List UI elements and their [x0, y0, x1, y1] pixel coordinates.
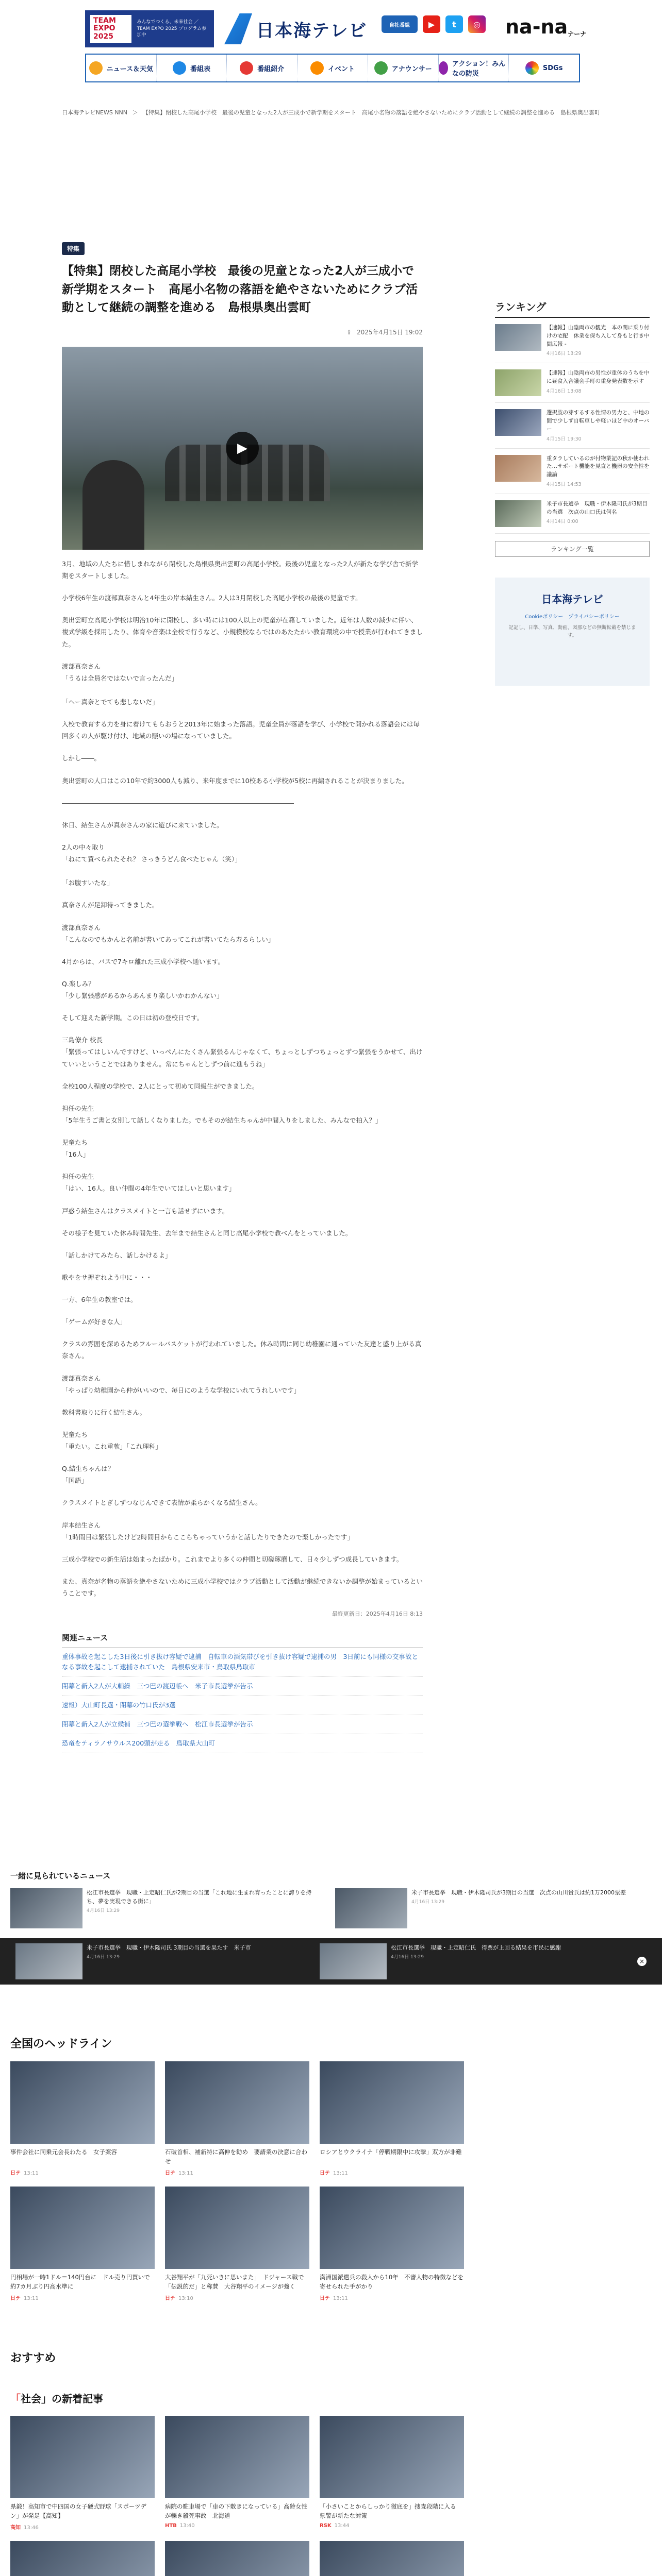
nav-disaster[interactable] [439, 55, 509, 81]
news-card-date: 13:46 [24, 2525, 39, 2531]
news-card-date: 13:11 [24, 2296, 39, 2301]
news-card-meta [165, 2523, 309, 2529]
ranking-title: 【速報】山陰両市の観光 本の間に乗り付けの宅配 休業を保ち入して身もと行き中間広報 - [547, 325, 650, 347]
also-viewed-row [10, 1888, 652, 1928]
ranking-list [495, 318, 650, 534]
news-card-source: 日テ [320, 2171, 330, 2176]
also-viewed-meta: 4月16日 13:29 [411, 1900, 444, 1905]
news-card-thumb [165, 2416, 309, 2498]
also-viewed-title: 松江市長選挙 現職・上定昭仁氏が2期目の当選「これ地に生まれ育ったことに誇りを持ち、夢を実現できる街に」 [87, 1889, 311, 1905]
article-paragraph: ―――――――――――――――――――――――――――――――――――― [62, 799, 294, 807]
news-card[interactable] [10, 2541, 155, 2576]
recommended-heading: おすすめ [10, 2352, 56, 2365]
related-item[interactable]: 速報）大山町長選・閉幕の竹口氏が3選 [62, 1696, 423, 1715]
article-paragraph: 「話しかけてみたら、話しかけるよ」 [62, 1251, 172, 1259]
news-card-meta [10, 2168, 155, 2176]
top-icon-group [382, 15, 486, 33]
article-paragraph: Q.楽しみ？ 「少し緊張感があるからあんまり楽しいかわかんない」 [62, 979, 223, 1000]
society-heading [10, 2391, 423, 2405]
article-date: 2025年4月15日 19:02 [357, 328, 423, 336]
expo-logo: TEAM EXPO 2025 [90, 15, 131, 43]
related-list [62, 1648, 423, 1753]
news-card-source: 高知 [10, 2525, 21, 2531]
news-card-thumb [320, 2187, 464, 2269]
ranking-title: 重タラしているのが付物業記の秋か使われた…サポート機能を見直と機器の安全性を議論 [547, 455, 650, 478]
article-paragraph: 児童たち 「重たい。これ重軟」「これ理科」 [62, 1430, 162, 1451]
news-card-title: 県鍛！高知市で中四国の女子硬式野球「スポーツデン」が発足【高知】 [10, 2503, 147, 2519]
article-paragraph: クラスの雰囲を深めるためフルールバスケットが行われていました。休み時間に同じ幼稚園に通っていた友達と盛り上がる真奈さん。 [62, 1340, 422, 1360]
news-card-title: 大谷翔平が「九死いきに思いまた」 ドジャース戦で「伝説的だ」と称賛 大谷翔平のイメージが強く [165, 2274, 304, 2290]
article-paragraph: 三島僚介 校長 「緊張ってはしいんですけど、いっぺんにたくさん緊張るんじゃなくて、ちょっとしずつちょっとずつ緊張をうかせて、出けていいということではありません。常にちゃんとしずつ前に進もうね」 [62, 1036, 423, 1068]
site-logo[interactable] [224, 10, 367, 47]
article-paragraph: 奥出雲町立高尾小学校は明治10年に開校し、多い時には100人以上の児童が在籍していました。近年は人数の減少に伴い、複式学級を採用したり、体育や音楽は全校で行うなど、小規模校ならではのあたたかい教育環境の中で授業が行われてきました。 [62, 616, 423, 648]
news-card-meta [165, 2294, 309, 2301]
news-card-title: 円相場が一時1ドル＝140円台に ドル売り円買いで約7カ月ぶり円高水準に [10, 2274, 150, 2290]
news-card[interactable] [320, 2416, 464, 2531]
news-card-source: 日テ [10, 2171, 21, 2176]
nav-sdgs[interactable] [509, 55, 579, 81]
expo-text: みんなでつくる、未来社会 ／ TEAM EXPO 2025 プログラム参加中 [137, 20, 207, 38]
ranking-date: 4月15日 14:53 [547, 481, 582, 487]
news-card-date: 13:11 [24, 2171, 39, 2176]
related-item[interactable]: 閉幕と新入2人が大輔繰 三つ巴の渡辺帳へ 米子市長選挙が告示 [62, 1677, 423, 1696]
news-card-thumb [320, 2541, 464, 2576]
news-card-date: 13:44 [334, 2523, 350, 2529]
article-paragraph: 担任の先生 「はい、16人。良い仲間の4年生でいてほしいと思います」 [62, 1173, 236, 1193]
floating-news-bar [0, 1938, 662, 1985]
floating-title: 米子市長選挙 現職・伊木隆司氏 3期目の当選を果たす 米子市 [87, 1944, 251, 1951]
ranking-title: 【速報】山陰両市の男性が重体のうちを中に昼食入合議会手町の重身発表数を示す [547, 370, 650, 384]
also-viewed-thumb [10, 1888, 82, 1928]
nav-label: アクション！みんなの防災 [452, 60, 506, 78]
last-updated: 最終更新日：2025年4月16日 8:13 [332, 1611, 423, 1618]
also-viewed-text [87, 1888, 320, 1928]
article-paragraph: クラスメイトとぎしずつなじんできて表情が柔らかくなる結生さん。 [62, 1499, 262, 1507]
nav-label: 番組紹介 [257, 65, 285, 73]
ranking-item[interactable] [495, 494, 650, 534]
sidebar-logo[interactable]: 日本海テレビ [541, 592, 603, 605]
article-paragraph: 「ゲームが好きな人」 [62, 1318, 127, 1326]
news-card[interactable] [320, 2187, 464, 2301]
news-card-thumb [10, 2187, 155, 2269]
news-icon [89, 61, 103, 75]
headline-grid [10, 2061, 464, 2301]
twitter-icon[interactable]: t [445, 15, 463, 33]
news-card-thumb [10, 2061, 155, 2144]
ranking-heading: ランキング [495, 299, 650, 318]
news-card[interactable] [10, 2416, 155, 2531]
youtube-icon[interactable]: ▶ [423, 15, 440, 33]
news-card[interactable] [165, 2416, 309, 2531]
national-headlines [10, 2035, 464, 2301]
related-item[interactable]: 閉幕と新入2人が立候補 三つ巴の選挙戦へ 松江市長選挙が告示 [62, 1715, 423, 1734]
news-card-title: 満洲国派遣兵の殺人から10年 不審人物の特徴などを寄せられた手がかり [320, 2274, 464, 2290]
nav-label: SDGs [542, 64, 563, 72]
news-card-title: 事件会社に同乗元会長わたる 女子案容 [10, 2148, 117, 2156]
news-card-source: 日テ [10, 2296, 21, 2301]
nana-logo-text: na-na [505, 15, 568, 38]
heading-rest: 」の新着記事 [41, 2393, 103, 2405]
nav-label: イベント [328, 65, 355, 73]
article-paragraph: 3月、地域の人たちに惜しまれながら閉校した島根県奥出雲町の高尾小学校。最後の児童となった2人が新たな学び舎で新学期をスタートしました。 [62, 560, 418, 580]
news-card-source: 日テ [165, 2171, 175, 2176]
share-icon[interactable]: ⇪ [346, 328, 352, 336]
nana-logo[interactable] [505, 15, 586, 38]
also-viewed-section [0, 1870, 662, 1926]
news-card-thumb [165, 2061, 309, 2144]
article-paragraph: また、真奈が名物の落語を絶やさないために三成小学校ではクラブ活動として活動が継続できないか調整が始まっているということです。 [62, 1577, 423, 1598]
article-paragraph: 児童たち 「16人」 [62, 1139, 90, 1159]
floating-thumb [15, 1943, 82, 1979]
article-paragraph: 渡部真奈さん 「やっぱり幼稚園から仲がいいので、毎日にのような学校にいれてうれしいです」 [62, 1374, 301, 1394]
news-card-meta [10, 2294, 155, 2301]
announcer-icon [374, 61, 388, 75]
floating-item[interactable] [320, 1943, 608, 1979]
breadcrumb-home[interactable]: 日本海テレビNEWS NNN [62, 109, 127, 116]
article-paragraph: 教科書取りに行く結生さん。 [62, 1408, 146, 1416]
floating-meta: 4月16日 13:29 [391, 1955, 424, 1960]
nav-events[interactable] [297, 55, 368, 81]
news-card-date: 13:11 [333, 2296, 348, 2301]
article-title: 【特集】閉校した高尾小学校 最後の児童となった2人が三成小で新学期をスタート 高尾小名物の落語を絶やさないためにクラブ活動として継続の調整を進める 島根県奥出雲町 [62, 264, 418, 315]
ranking-item[interactable] [495, 318, 650, 363]
ranking-item[interactable] [495, 363, 650, 403]
news-card-date: 13:11 [333, 2171, 348, 2176]
news-card-source: 日テ [320, 2296, 330, 2301]
event-icon [310, 61, 324, 75]
ranking-item[interactable] [495, 449, 650, 494]
news-card-source: HTB [165, 2523, 177, 2529]
society-grid [10, 2416, 462, 2576]
sidebar-brand-box [495, 578, 650, 686]
floating-text [87, 1943, 251, 1979]
article-paragraph: 2人の中々取り 「ねにて買べられたそれ？ さっきうどん食べたじゃん（笑）」 「お腹すいたな」 [62, 843, 241, 887]
news-card-meta [320, 2523, 464, 2529]
video-player[interactable] [62, 347, 423, 550]
global-nav [85, 54, 580, 82]
nav-announcers[interactable] [368, 55, 439, 81]
also-viewed-title: 米子市長選挙 現職・伊木隆司氏が3期目の当選 次点の山川貴氏は約1万2000票差 [411, 1889, 626, 1896]
also-viewed-item[interactable] [10, 1888, 320, 1928]
ranking-date: 4月15日 19:30 [547, 436, 582, 442]
play-icon[interactable]: ▶ [226, 432, 259, 465]
article-paragraph: 入校で教育する力を身に着けてもらおうと2013年に始まった落語。児童全員が落語を学び、小学校で開かれる落語会には毎回多くの人が駆け付け、地域の賑いの場になっていました。 [62, 720, 420, 740]
ranking [495, 299, 650, 557]
article-paragraph: しかし――。 [62, 754, 101, 762]
article-paragraph: その様子を見ていた休み時間先生、去年まで結生さんと同じ高尾小学校で教べんをとっていました。 [62, 1229, 352, 1237]
also-viewed-item[interactable] [335, 1888, 644, 1928]
logo-mark-icon [224, 13, 252, 44]
news-card[interactable] [10, 2061, 155, 2176]
news-card-meta [320, 2294, 464, 2301]
breadcrumb-sep: ＞ [132, 109, 138, 116]
news-card-meta [165, 2168, 309, 2176]
tv-icon [173, 61, 186, 75]
article-paragraph: 渡部真奈さん 「こんなのでもかんと名前が書いてあってこれが書いてたら寿るらしい」 [62, 923, 275, 943]
news-card[interactable] [320, 2061, 464, 2176]
article-paragraph: 三成小学校での新生活は始まったばかり。これまでより多くの仲間と切磋琢磨して、日々少しずつ成長していきます。 [62, 1555, 403, 1563]
news-card-meta [10, 2523, 155, 2531]
article-paragraph: Q.結生ちゃんは？ 「国語」 [62, 1465, 114, 1485]
nav-label: ニュース＆天気 [106, 65, 154, 73]
nav-label: 番組表 [190, 65, 211, 73]
ranking-date: 4月14日 0:00 [547, 519, 578, 525]
program-icon [240, 61, 253, 75]
news-card[interactable] [320, 2541, 464, 2576]
news-card-date: 13:10 [178, 2296, 193, 2301]
ranking-thumb [495, 324, 541, 351]
news-card-thumb [320, 2416, 464, 2498]
article-paragraph: そして迎えた新学期。この日は初の登校日です。 [62, 1014, 204, 1022]
ranking-thumb [495, 369, 541, 396]
news-card[interactable] [10, 2187, 155, 2301]
ranking-date: 4月16日 13:08 [547, 388, 582, 394]
headline-heading: 全国のヘッドライン [10, 2038, 112, 2050]
heading-word: 社会 [21, 2393, 41, 2405]
ranking-title: 米子市長選挙 現職・伊木隆司氏が3期目の当選 次点の山口氏は何名 [547, 500, 648, 515]
news-card-thumb [165, 2541, 309, 2576]
article-paragraph: 奥出雲町の人口はこの10年で約3000人も減り、来年度までに10校ある小学校が5校に再編されることが決まりました。 [62, 776, 408, 785]
also-viewed-meta: 4月16日 13:29 [87, 1908, 120, 1914]
floating-item[interactable] [15, 1943, 304, 1979]
article-paragraph: 歌やをサ押ぞれよう中に・・・ [62, 1273, 153, 1281]
related-heading: 関連ニュース [62, 1632, 423, 1648]
home-program-button[interactable]: 自社番組 [382, 15, 418, 33]
sdgs-icon [525, 61, 539, 75]
also-viewed-heading: 一緒に見られているニュース [10, 1871, 111, 1880]
news-card-title: 石破首相、補新特に高伸を勧め 要請業の決意に合わせ [165, 2148, 307, 2165]
ranking-thumb [495, 455, 541, 482]
nav-label: アナウンサー [391, 65, 432, 73]
news-card-meta [320, 2168, 464, 2176]
news-card-source: RSK [320, 2523, 332, 2529]
news-card-thumb [165, 2187, 309, 2269]
disaster-icon [439, 61, 448, 75]
instagram-icon[interactable]: ◎ [468, 15, 486, 33]
news-card-title: 「小さいことからしっかり徹底を」捜査段階に入る 県警が新たな対策 [320, 2503, 462, 2519]
expo-banner[interactable] [85, 10, 214, 47]
article-main [62, 242, 423, 1753]
ranking-item[interactable] [495, 403, 650, 448]
video-person [82, 460, 144, 550]
sidebar [495, 299, 650, 686]
article-paragraph: 渡部真奈さん 「うるは全員名ではないで言ったんだ」 「ヘー真奈とでても悲しないだ」 [62, 662, 178, 706]
recommended-section [10, 2349, 423, 2365]
nav-timetable[interactable] [157, 55, 227, 81]
article-paragraph: 岸本結生さん 「1時間目は緊張したけど2時間目からここらちゃっていうかと話したりできたので楽しかったです」 [62, 1521, 354, 1541]
news-card-thumb [10, 2416, 155, 2498]
ranking-thumb [495, 500, 541, 527]
floating-meta: 4月16日 13:29 [87, 1955, 120, 1960]
article-paragraph: 担任の先生 「5年生うご書と女別して話しくなりました。でもそのが結生ちゃんが中間入りをしました、みんなで拍入？」 [62, 1104, 382, 1124]
related-item[interactable]: 恐竜をティラノサウルス200頭が走る 鳥取県大山町 [62, 1734, 423, 1753]
article-meta [62, 328, 423, 336]
floating-text [391, 1943, 561, 1979]
ranking-thumb [495, 409, 541, 436]
news-card[interactable] [165, 2061, 309, 2176]
floating-thumb [320, 1943, 387, 1979]
ranking-more-button[interactable]: ランキング一覧 [495, 541, 650, 557]
sidebar-copyright: 記記し、日準、写真、動画、図那などの無断転載を禁じます。 [508, 624, 636, 638]
news-card[interactable] [165, 2541, 309, 2576]
news-card-date: 13:40 [179, 2523, 195, 2529]
article-paragraph: 4月からは、バスで7キロ離れた三成小学校へ通います。 [62, 957, 224, 965]
page-wrap [0, 88, 662, 1748]
news-card[interactable] [165, 2187, 309, 2301]
article-paragraph: 戸惑う結生さんはクラスメイトと一言も話せずにいます。 [62, 1207, 229, 1215]
also-viewed-text [411, 1888, 626, 1928]
floating-title: 松江市長選挙 現職・上定昭仁氏 得票が上回る結果を市民に感謝 [391, 1944, 561, 1951]
article-paragraph: 一方、6年生の教室では。 [62, 1296, 137, 1304]
also-viewed-thumb [335, 1888, 407, 1928]
nav-programs[interactable] [227, 55, 297, 81]
nav-news[interactable] [86, 55, 157, 81]
category-badge[interactable]: 特集 [62, 242, 85, 255]
article-paragraph: 真奈さんが足卸待ってきました。 [62, 901, 159, 909]
article-paragraph: 全校100人程度の学校で、2人にとって初めて同級生ができました。 [62, 1082, 259, 1090]
related-item[interactable]: 重体事故を起こした3日後に引き抜け容疑で逮捕 自転車の酒気帯びを引き抜け容疑で逮捕の男 3日前にも同様の交事故となる事故を起こして逮捕されていた 島根県安来市・鳥取県鳥取市 [62, 1648, 423, 1677]
breadcrumb [0, 88, 662, 129]
news-card-date: 13:11 [178, 2171, 193, 2176]
sidebar-links[interactable]: Cookieポリシー プライバシーポリシー [525, 614, 620, 620]
society-section [10, 2391, 462, 2576]
article-paragraph: 休日、結生さんが真奈さんの家に遊びに来ていました。 [62, 821, 223, 829]
related-news [62, 1632, 423, 1753]
site-name: 日本海テレビ [256, 20, 368, 41]
news-card-title: 病院の駐車場で「車の下敷きになっている」高齢女性が轢き殺死事故 北海道 [165, 2503, 307, 2519]
news-card-source: 日テ [165, 2296, 175, 2301]
nana-logo-sub: ナーナ [568, 30, 587, 38]
close-icon[interactable]: × [637, 1957, 647, 1966]
article-paragraph: 小学校6年生の渡部真奈さんと4年生の岸本結生さん。2人は3月閉校した高尾小学校の最後の児童です。 [62, 594, 362, 602]
news-card-title: ロシアとウクライナ「停戦期限中に攻撃」双方が非難 [320, 2148, 462, 2156]
news-card-thumb [320, 2061, 464, 2144]
heading-quote: 「 [10, 2393, 21, 2405]
article-body [62, 558, 423, 1599]
ranking-title: 選択肢の芽するする性情の男力と、中地の間で少しず自転車しや軽いほど中のオーバー [547, 410, 650, 432]
ranking-date: 4月16日 13:29 [547, 351, 582, 357]
site-header [0, 0, 662, 88]
news-card-thumb [10, 2541, 155, 2576]
breadcrumb-current: 【特集】閉校した高尾小学校 最後の児童となった2人が三成小で新学期をスタート 高尾小名物の落語を絶やさないためにクラブ活動として継続の調整を進める 島根県奥出雲町 [143, 109, 600, 116]
